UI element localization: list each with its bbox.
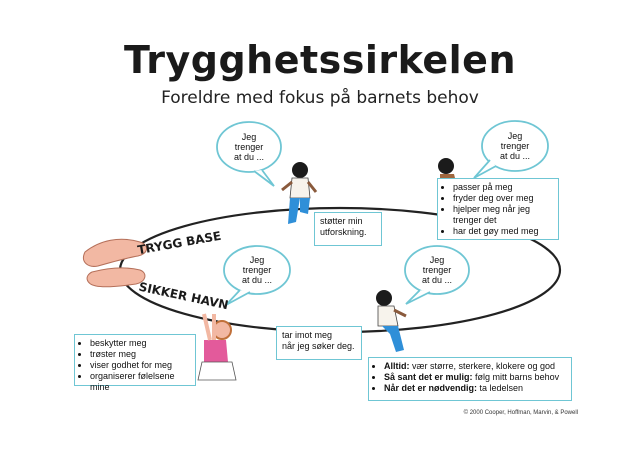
page-title: Trygghetssirkelen — [123, 38, 517, 82]
copyright-note: © 2000 Cooper, Hoffman, Marvin, & Powell — [463, 410, 578, 416]
list-item: • passer på meg — [453, 182, 553, 193]
list-item: • Når det er nødvendig: ta ledelsen — [384, 383, 566, 394]
list-item: • hjelper meg når jeg trenger det — [453, 204, 553, 226]
list-item: • fryder deg over meg — [453, 193, 553, 204]
welcome-coming-box: tar imot meg når jeg søker deg. — [276, 326, 362, 360]
label-secure-base: TRYGG BASE — [136, 228, 223, 258]
child-running-bottom — [376, 290, 406, 352]
list-item: • beskytter meg — [90, 338, 190, 349]
principles-box — [368, 357, 572, 401]
label-safe-haven: SIKKER HAVN — [137, 279, 230, 313]
list-item: • har det gøy med meg — [453, 226, 553, 237]
bottom-needs-box — [74, 334, 196, 392]
bubble-text-3: Jeg trenger at du ... — [241, 255, 273, 285]
list-item: • organiserer følelsene mine — [90, 371, 190, 393]
page-subtitle: Foreldre med fokus på barnets behov — [161, 88, 479, 108]
child-walking-top — [282, 162, 316, 224]
list-item: • Så sant det er mulig: følg mitt barns behov — [384, 372, 566, 383]
bubble-text-2: Jeg trenger at du ... — [499, 131, 531, 161]
bubble-text-1: Jeg trenger at du ... — [233, 132, 265, 162]
support-exploration-box: støtter min utforskning. — [314, 212, 382, 246]
list-item: • trøster meg — [90, 349, 190, 360]
list-item: • viser godhet for meg — [90, 360, 190, 371]
list-item: • Alltid: vær større, sterkere, klokere og god — [384, 361, 566, 372]
bubble-text-4: Jeg trenger at du ... — [421, 255, 453, 285]
top-needs-box — [437, 178, 559, 240]
